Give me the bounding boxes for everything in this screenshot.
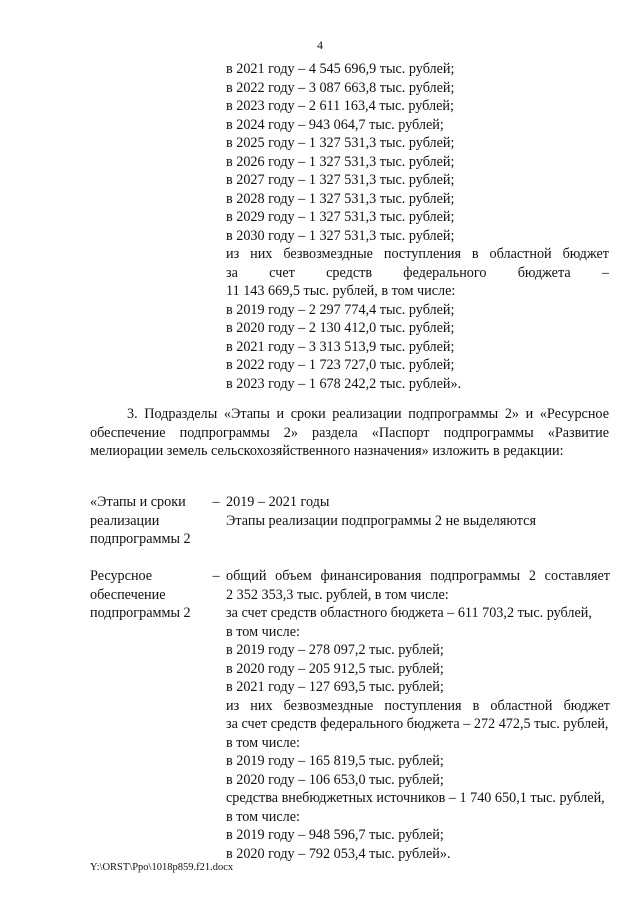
federal-year-line: в 2022 году – 1 723 727,0 тыс. рублей; <box>226 357 455 373</box>
year-line: в 2021 году – 4 545 696,9 тыс. рублей; <box>226 61 455 77</box>
row-dash: – <box>212 568 220 584</box>
table-row <box>90 493 610 549</box>
passport-table <box>90 493 610 863</box>
value-line: в 2020 году – 205 912,5 тыс. рублей; <box>226 660 444 677</box>
value-line: 2019 – 2021 годы <box>226 494 330 510</box>
value-line: в том числе: <box>226 808 300 825</box>
federal-year-line: в 2021 году – 3 313 513,9 тыс. рублей; <box>226 338 455 355</box>
federal-intro-line: из них безвозмездные поступления в областной бюджет <box>226 246 609 262</box>
federal-intro-line: за счет средств федерального бюджета – <box>226 264 609 281</box>
year-line: в 2029 году – 1 327 531,3 тыс. рублей; <box>226 209 455 225</box>
federal-year-line: в 2023 году – 1 678 242,2 тыс. рублей». <box>226 375 462 392</box>
year-line: в 2027 году – 1 327 531,3 тыс. рублей; <box>226 172 455 188</box>
page-number: 4 <box>317 38 323 52</box>
value-line: 2 352 353,3 тыс. рублей, в том числе: <box>226 586 449 603</box>
year-line: в 2028 году – 1 327 531,3 тыс. рублей; <box>226 190 455 207</box>
federal-year-line: в 2020 году – 2 130 412,0 тыс. рублей; <box>226 320 455 336</box>
year-line: в 2025 году – 1 327 531,3 тыс. рублей; <box>226 135 455 151</box>
value-line: в 2019 году – 165 819,5 тыс. рублей; <box>226 753 444 769</box>
value-line: Этапы реализации подпрограммы 2 не выделяются <box>226 512 536 529</box>
value-line: за счет средств областного бюджета – 611 703,2 тыс. рублей, <box>226 605 592 621</box>
year-line: в 2030 году – 1 327 531,3 тыс. рублей; <box>226 227 455 244</box>
file-path-footer: Y:\ORST\Ppo\1018p859.f21.docx <box>90 862 234 873</box>
federal-total-line: 11 143 669,5 тыс. рублей, в том числе: <box>226 283 456 299</box>
year-line: в 2022 году – 3 087 663,8 тыс. рублей; <box>226 79 455 96</box>
paragraph-text: 3. Подразделы «Этапы и сроки реализации подпрограммы 2» и «Ресурсное обеспечение подпрограммы 2» раздела «Паспорт подпрограммы «Развитие мелиорации земель сельскохозяйственного назначения» изложить в редакции: <box>90 406 609 459</box>
value-line: из них безвозмездные поступления в областной бюджет <box>226 697 610 714</box>
row-dash: – <box>212 494 220 510</box>
row-value <box>226 493 610 549</box>
amendment-paragraph <box>90 405 609 461</box>
row-label: «Этапы и сроки реализации подпрограммы 2 <box>90 494 191 547</box>
value-line: общий объем финансирования подпрограммы 2 составляет <box>226 568 610 584</box>
federal-year-line: в 2019 году – 2 297 774,4 тыс. рублей; <box>226 301 455 318</box>
value-line: в 2019 году – 278 097,2 тыс. рублей; <box>226 642 444 658</box>
year-line: в 2024 году – 943 064,7 тыс. рублей; <box>226 116 444 133</box>
year-line: в 2023 году – 2 611 163,4 тыс. рублей; <box>226 98 454 114</box>
row-label: Ресурсное обеспечение подпрограммы 2 <box>90 568 191 621</box>
value-line: в 2020 году – 792 053,4 тыс. рублей». <box>226 845 451 862</box>
table-row <box>90 567 610 863</box>
value-line: в 2020 году – 106 653,0 тыс. рублей; <box>226 771 444 788</box>
year-line: в 2026 году – 1 327 531,3 тыс. рублей; <box>226 153 455 170</box>
value-line: за счет средств федерального бюджета – 272 472,5 тыс. рублей, <box>226 716 609 732</box>
funding-by-year-block <box>226 60 609 393</box>
value-line: в 2019 году – 948 596,7 тыс. рублей; <box>226 827 444 843</box>
value-line: в 2021 году – 127 693,5 тыс. рублей; <box>226 679 444 695</box>
value-line: средства внебюджетных источников – 1 740 650,1 тыс. рублей, <box>226 790 605 806</box>
value-line: в том числе: <box>226 623 300 640</box>
row-value <box>226 567 610 863</box>
value-line: в том числе: <box>226 734 300 751</box>
